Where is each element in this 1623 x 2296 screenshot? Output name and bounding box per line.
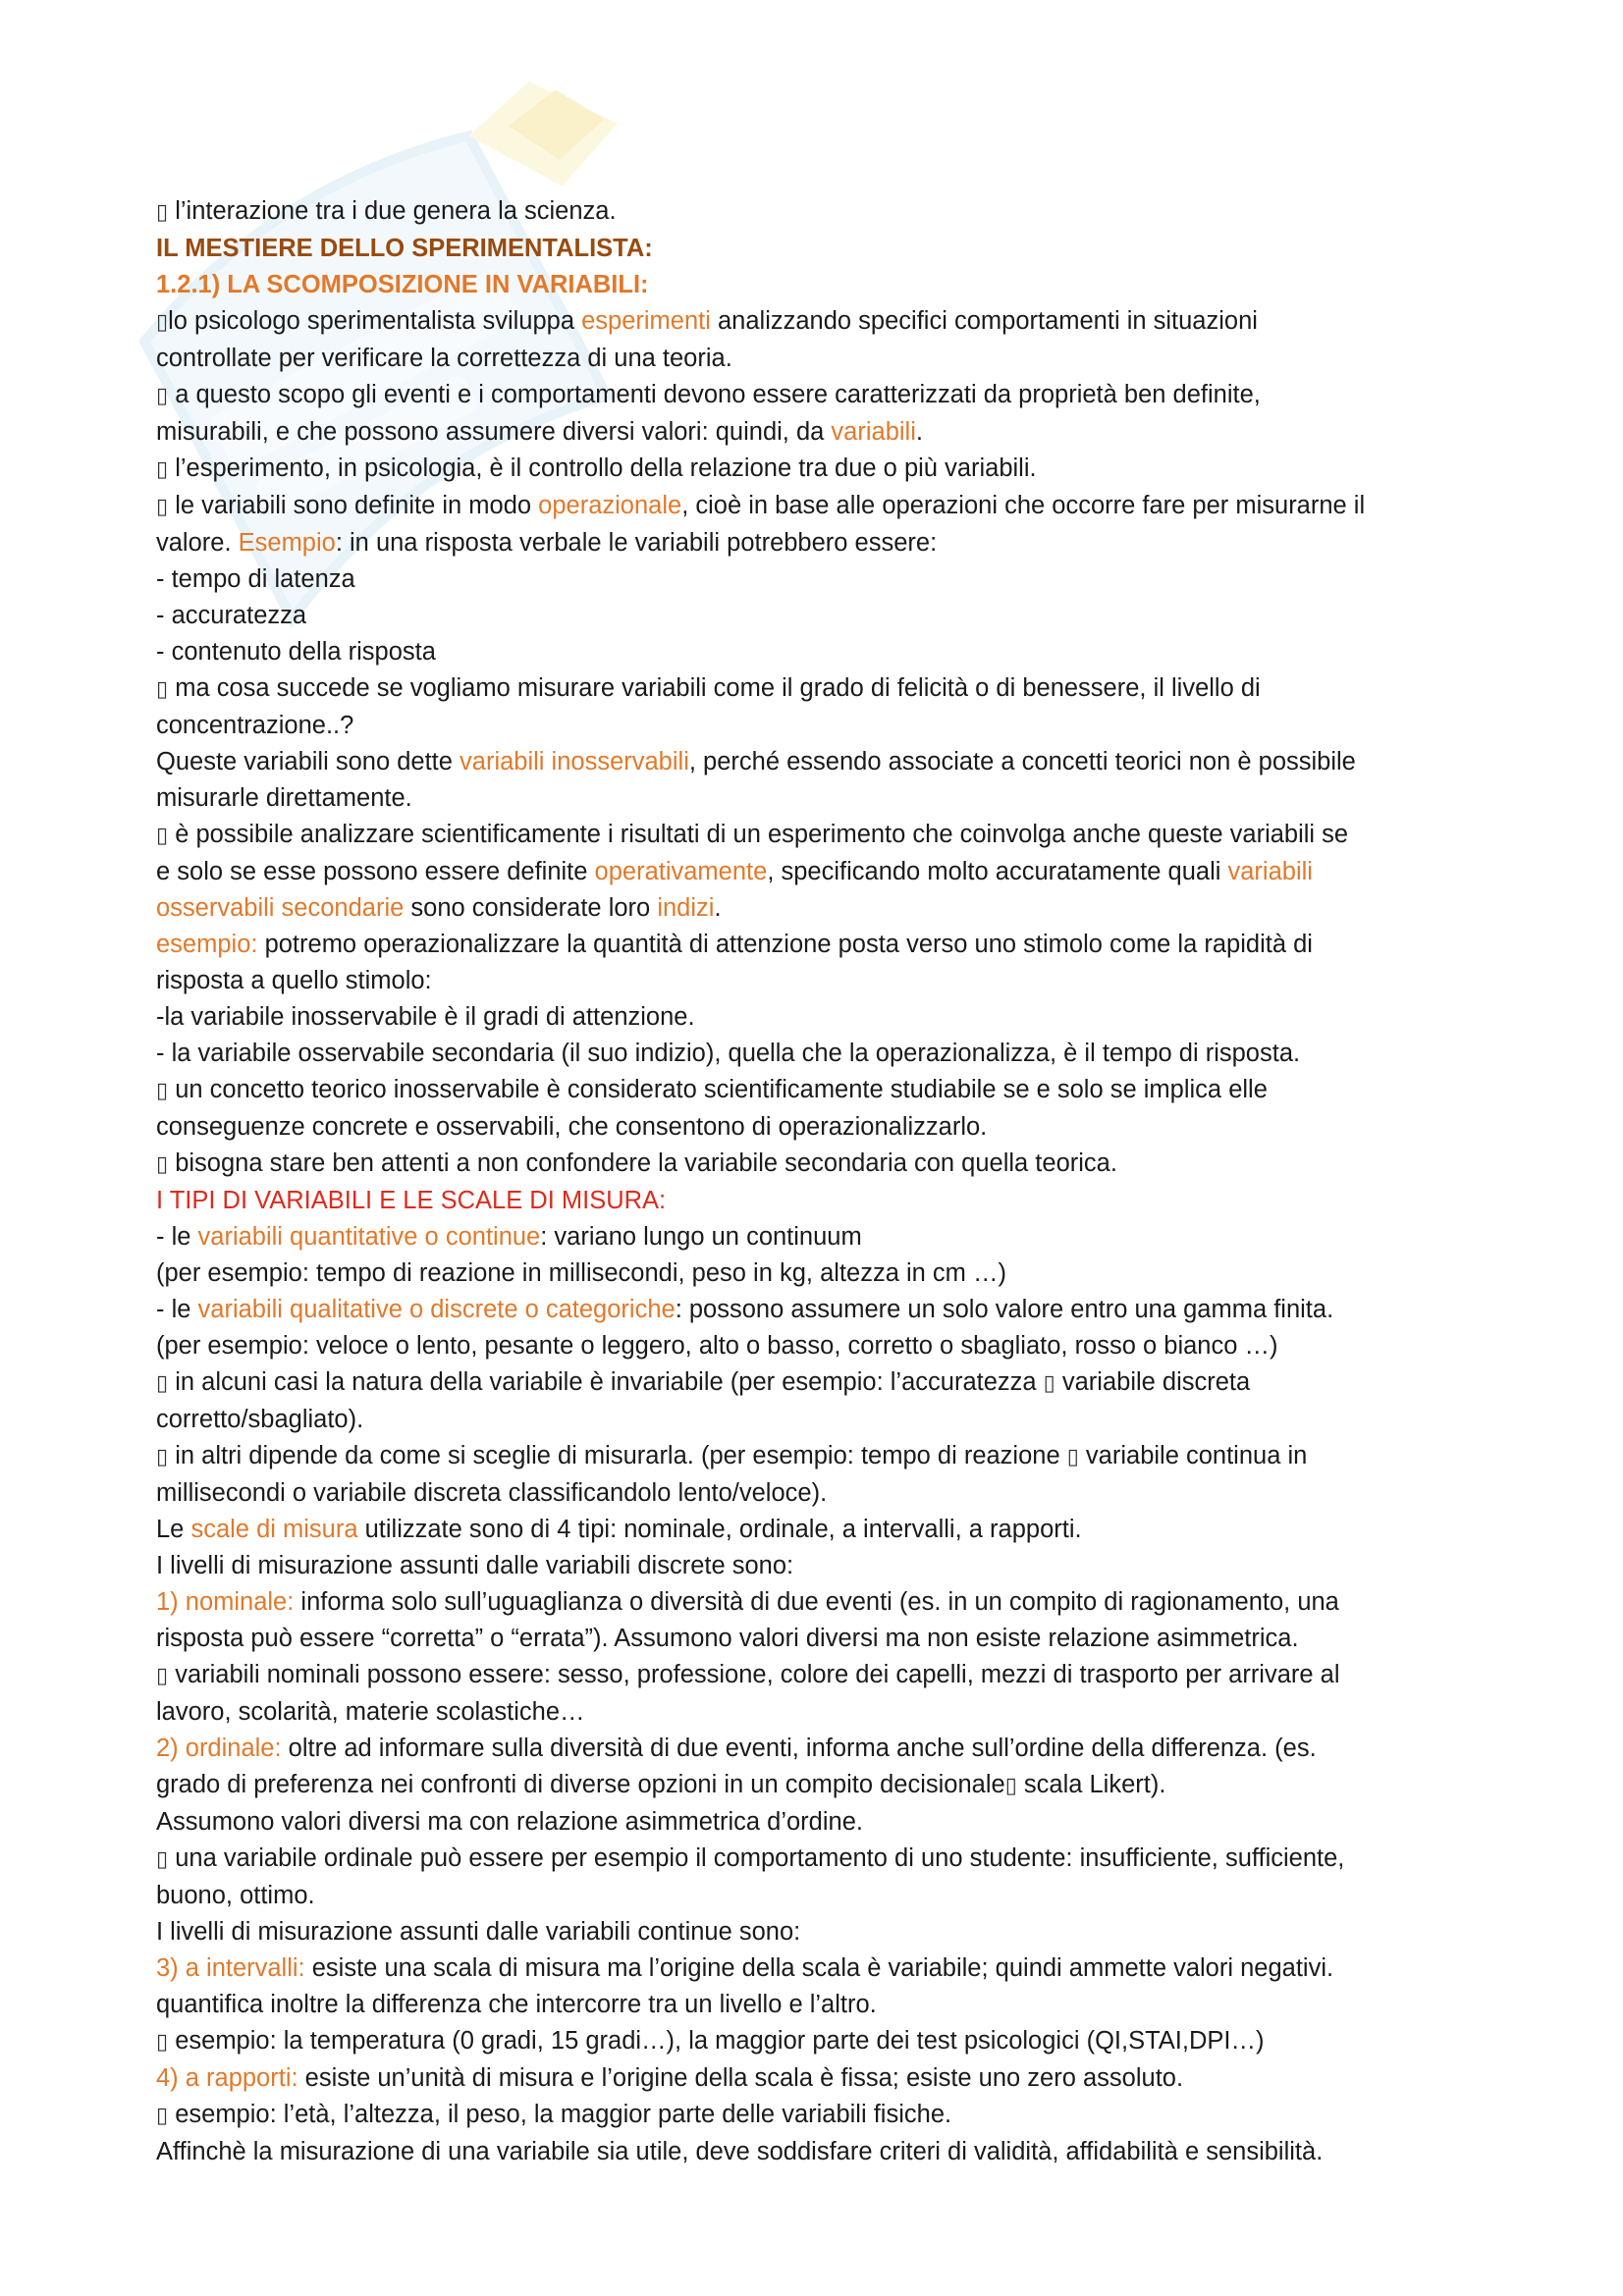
text-line [156,999,1491,1036]
bullet-glyph: ▯ [156,2104,169,2128]
text-line [156,1328,1491,1364]
bullet-glyph: ▯ [156,457,169,482]
text-segment: grado di preferenza nei confronti di diverse opzioni in un compito decisionale [156,1771,1005,1798]
text-line [156,1841,1491,1878]
text-line [156,1292,1491,1328]
text-line [156,1364,1491,1402]
highlighted-term: 3) a intervalli: [156,1954,305,1982]
highlighted-term: variabili qualitative o discrete o categoriche [197,1296,676,1323]
highlighted-term: operazionale [538,492,682,519]
highlighted-term: variabili inosservabili [460,748,689,775]
text-line [156,488,1491,525]
highlighted-term: scale di misura [190,1516,358,1543]
text-segment: oltre ad informare sulla diversità di due eventi, informa anche sull’ordine della differenza. (es. [281,1735,1317,1762]
text-segment: un concetto teorico inosservabile è considerato scientificamente studiabile se e solo se implica elle [175,1076,1268,1103]
text-segment: a questo scopo gli eventi e i comportamenti devono essere caratterizzati da proprietà ben definite, [175,381,1261,408]
highlighted-term: 4) a rapporti: [156,2064,298,2092]
text-segment: utilizzate sono di 4 tipi: nominale, ordinale, a intervalli, a rapporti. [357,1516,1082,1543]
text-line [156,963,1491,999]
text-segment: lo psicologo sperimentalista sviluppa [168,307,582,335]
text-segment: Le [156,1516,191,1543]
bullet-glyph: ▯ [156,200,169,225]
bullet-glyph: ▯ [156,2030,169,2055]
text-line [156,1657,1491,1694]
text-segment: millisecondi o variabile discreta classificandolo lento/veloce). [156,1479,828,1507]
text-segment: sono considerate loro [404,894,658,922]
text-segment: in alcuni casi la natura della variabile è invariabile (per esempio: l’accuratezza [175,1368,1044,1396]
text-segment: I livelli di misurazione assunti dalle variabili discrete sono: [156,1552,794,1579]
text-segment: buono, ottimo. [156,1882,315,1909]
text-line [156,927,1491,963]
text-segment: lavoro, scolarità, materie scolastiche… [156,1698,585,1726]
text-segment: - contenuto della risposta [156,638,436,666]
arrow-glyph: ▯ [1066,1445,1079,1469]
text-line [156,1621,1491,1657]
text-segment: misurabili, e che possono assumere diversi valori: quindi, da [156,418,832,446]
text-line [156,1694,1491,1731]
text-line [156,817,1491,854]
highlighted-term: variabili quantitative o continue [197,1223,541,1251]
bullet-glyph: ▯ [156,824,169,848]
text-line [156,1219,1491,1255]
text-segment: Queste variabili sono dette [156,748,460,775]
text-line [156,2023,1491,2060]
highlighted-term: indizi [657,894,715,922]
text-segment: Affinchè la misurazione di una variabile sia utile, deve soddisfare criteri di validità, affidabilità e sensibilità. [156,2138,1324,2165]
text-segment: valore. [156,529,239,557]
text-line [156,267,1491,303]
text-segment: controllate per verificare la correttezza di una teoria. [156,345,732,372]
text-segment: esiste una scala di misura ma l’origine della scala è variabile; quindi ammette valori negativi. [304,1954,1334,1982]
text-segment: in altri dipende da come si sceglie di misurarla. (per esempio: tempo di reazione [175,1442,1067,1469]
bullet-glyph: ▯ [156,1152,169,1177]
text-line [156,561,1491,598]
text-segment: e solo se esse possono essere definite [156,858,595,885]
highlighted-term: operativamente [594,858,768,885]
bullet-glyph: ▯ [156,1445,169,1469]
bullet-glyph: ▯ [156,1371,169,1396]
text-segment: esiste un’unità di misura e l’origine della scala è fissa; esiste uno zero assoluto. [298,2064,1184,2092]
text-segment: - la variabile osservabile secondaria (il suo indizio), quella che la operazionalizza, è il tempo di risposta. [156,1040,1301,1067]
text-line [156,1878,1491,1914]
highlighted-term: esperimenti [581,307,711,335]
text-segment: - accuratezza [156,602,307,629]
text-line [156,1512,1491,1548]
text-line [156,1731,1491,1767]
text-segment: esempio: la temperatura (0 gradi, 15 gradi…), la maggior parte dei test psicologici (QI,STAI,DPI…) [175,2027,1265,2055]
text-segment: , specificando molto accuratamente quali [767,858,1228,885]
text-segment: conseguenze concrete e osservabili, che consentono di operazionalizzarlo. [156,1113,988,1141]
highlighted-term: variabili [1227,858,1313,885]
text-segment: quantifica inoltre la differenza che intercorre tra un livello e l’altro. [156,1991,877,2018]
text-line [156,2097,1491,2134]
text-line [156,1804,1491,1841]
text-line [156,708,1491,744]
text-segment: informa solo sull’uguaglianza o diversità di due eventi (es. in un compito di ragionamento, una [294,1588,1339,1616]
text-line [156,341,1491,377]
text-line [156,193,1491,231]
text-segment: variabili nominali possono essere: sesso, professione, colore dei capelli, mezzi di trasporto per arrivare al [175,1661,1340,1688]
text-segment: 1.2.1) LA SCOMPOSIZIONE IN VARIABILI: [156,271,649,298]
text-line [156,1584,1491,1621]
text-segment: risposta a quello stimolo: [156,967,432,994]
text-segment: risposta può essere “corretta” o “errata”). Assumono valori diversi ma non esiste relazione asimmetrica. [156,1625,1299,1652]
text-line [156,1548,1491,1584]
bullet-glyph: ▯ [156,495,169,519]
text-segment: esempio: l’età, l’altezza, il peso, la maggior parte delle variabili fisiche. [175,2101,952,2128]
text-line [156,1109,1491,1146]
text-segment: corretto/sbagliato). [156,1406,364,1433]
text-segment: IL MESTIERE DELLO SPERIMENTALISTA: [156,235,653,262]
arrow-glyph: ▯ [1004,1774,1017,1798]
text-line [156,670,1491,708]
text-line [156,1475,1491,1512]
text-line [156,744,1491,780]
text-segment: Assumono valori diversi ma con relazione asimmetrica d’ordine. [156,1808,863,1836]
highlighted-term: variabili [831,418,916,446]
text-segment: scala Likert). [1016,1771,1166,1798]
text-segment: concentrazione..? [156,712,354,739]
text-line [156,414,1491,451]
text-segment: analizzando specifici comportamenti in situazioni [710,307,1258,335]
highlighted-term: Esempio [238,529,336,557]
text-segment: I TIPI DI VARIABILI E LE SCALE DI MISURA: [156,1187,667,1214]
text-line [156,634,1491,670]
text-segment: . [714,894,722,922]
text-line [156,598,1491,634]
bullet-glyph: ▯ [156,384,169,408]
text-line [156,1036,1491,1072]
bullet-glyph: ▯ [156,1664,169,1688]
arrow-glyph: ▯ [1043,1371,1055,1396]
text-line [156,1072,1491,1109]
highlighted-term: esempio: [156,931,258,958]
text-segment: bisogna stare ben attenti a non confondere la variabile secondaria con quella teorica. [175,1149,1117,1177]
text-line [156,890,1491,927]
text-segment: l’interazione tra i due genera la scienza. [175,197,617,225]
text-line [156,451,1491,488]
text-line [156,1146,1491,1183]
text-line [156,1950,1491,1987]
text-segment: potremo operazionalizzare la quantità di attenzione posta verso uno stimolo come la rapidità di [257,931,1313,958]
document-page [156,193,1491,2170]
text-segment: : variano lungo un continuum [540,1223,862,1251]
text-segment: le variabili sono definite in modo [175,492,539,519]
text-segment: -la variabile inosservabile è il gradi di attenzione. [156,1003,695,1031]
text-segment: - tempo di latenza [156,565,355,593]
bullet-glyph: ▯ [156,310,169,335]
text-segment: - le [156,1296,198,1323]
text-segment: , perché essendo associate a concetti teorici non è possibile [688,748,1356,775]
text-segment: , cioè in base alle operazioni che occorre fare per misurarne il [681,492,1366,519]
text-line [156,1914,1491,1950]
text-line [156,854,1491,890]
text-segment: I livelli di misurazione assunti dalle variabili continue sono: [156,1918,801,1946]
bullet-glyph: ▯ [156,677,169,702]
text-segment: è possibile analizzare scientificamente i risultati di un esperimento che coinvolga anche queste variabili se [175,821,1349,848]
text-segment: variabile discreta [1055,1368,1251,1396]
text-line [156,231,1491,267]
text-segment: variabile continua in [1078,1442,1308,1469]
text-segment: : in una risposta verbale le variabili potrebbero essere: [335,529,938,557]
text-line [156,2134,1491,2170]
text-line [156,1183,1491,1219]
text-segment: l’esperimento, in psicologia, è il controllo della relazione tra due o più variabili. [175,454,1037,482]
highlighted-term: 2) ordinale: [156,1735,282,1762]
text-line [156,2060,1491,2097]
text-segment: (per esempio: veloce o lento, pesante o leggero, alto o basso, corretto o sbagliato, rosso o bianco …) [156,1332,1278,1360]
text-line [156,525,1491,561]
highlighted-term: osservabili secondarie [156,894,405,922]
text-line [156,303,1491,341]
text-segment: misurarle direttamente. [156,784,412,812]
text-segment: una variabile ordinale può essere per esempio il comportamento di uno studente: insufficiente, sufficiente, [175,1844,1345,1872]
text-line [156,1767,1491,1804]
text-line [156,1255,1491,1292]
text-segment: ma cosa succede se vogliamo misurare variabili come il grado di felicità o di benessere, il livello di [175,674,1261,702]
text-segment: . [915,418,923,446]
text-segment: : possono assumere un solo valore entro una gamma finita. [675,1296,1334,1323]
text-line [156,1987,1491,2023]
text-line [156,1402,1491,1438]
text-segment: - le [156,1223,198,1251]
highlighted-term: 1) nominale: [156,1588,295,1616]
bullet-glyph: ▯ [156,1079,169,1103]
text-line [156,780,1491,817]
text-line [156,1438,1491,1475]
text-line [156,377,1491,414]
bullet-glyph: ▯ [156,1847,169,1872]
text-segment: (per esempio: tempo di reazione in millisecondi, peso in kg, altezza in cm …) [156,1259,1006,1287]
